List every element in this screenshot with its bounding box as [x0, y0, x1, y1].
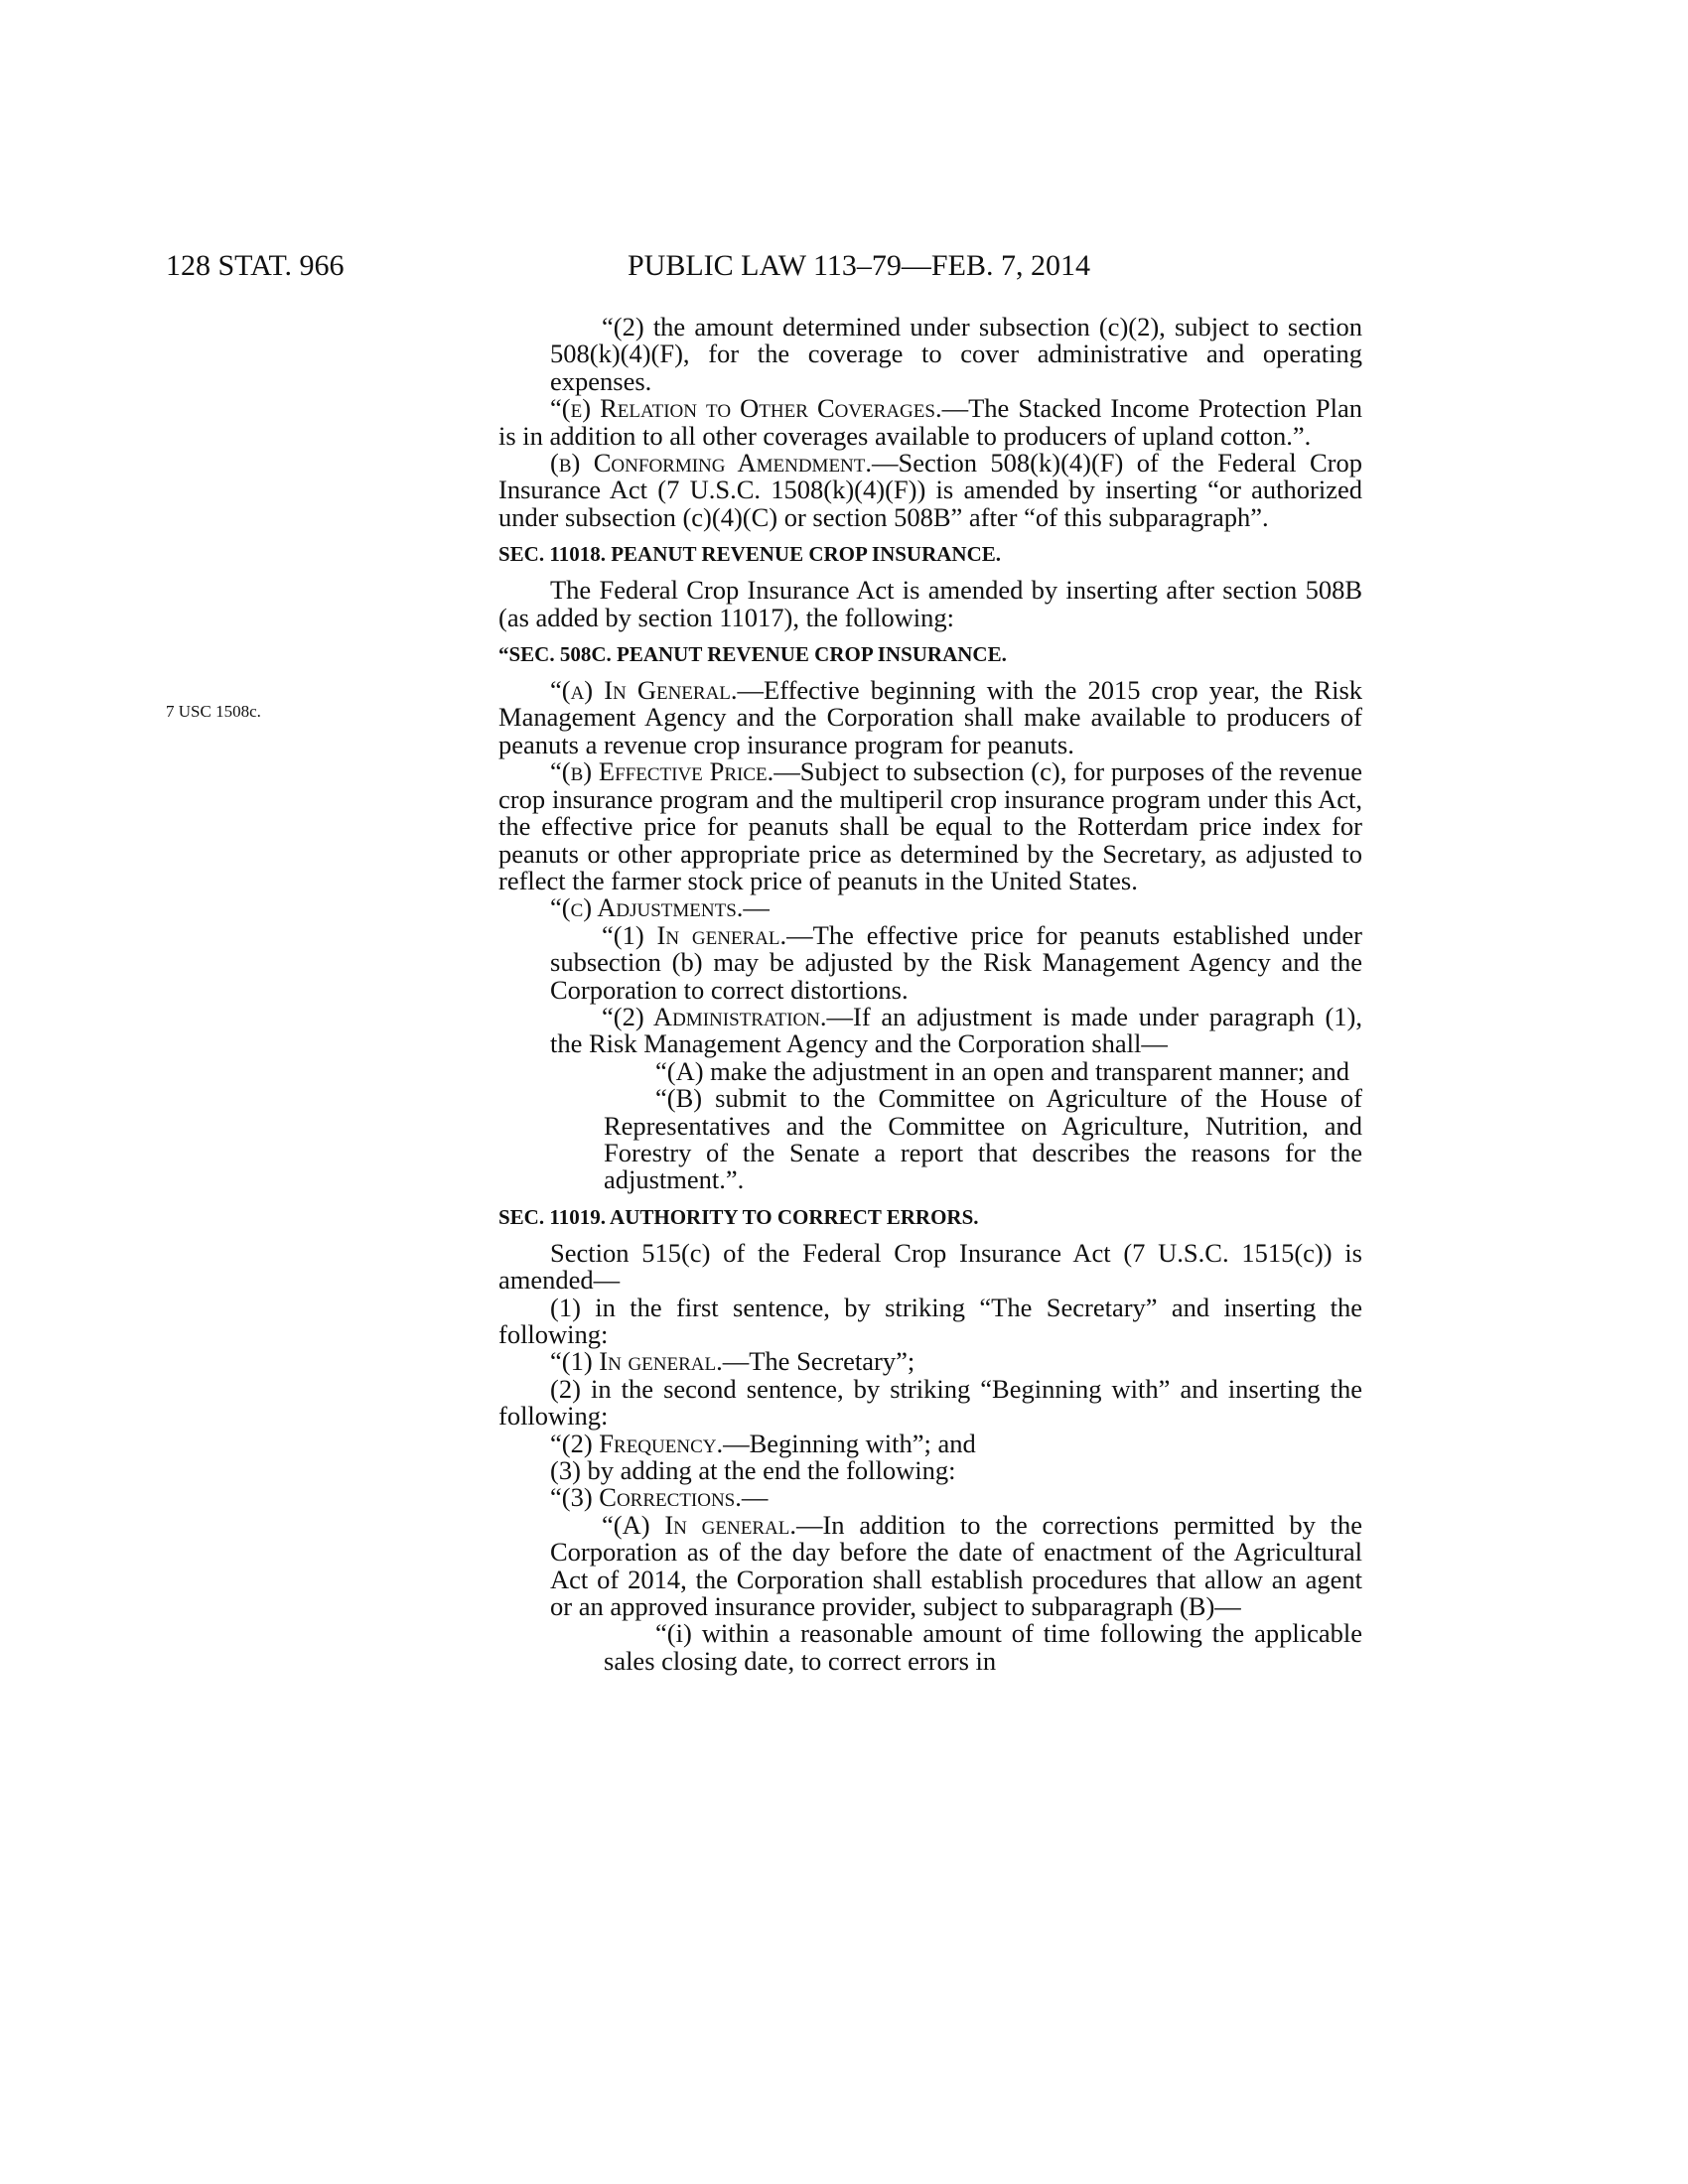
paragraph	[498, 1484, 1362, 1511]
paragraph	[498, 677, 1362, 758]
paragraph	[498, 1509, 1363, 1622]
paragraph-text: —The Secretary”;	[722, 1346, 915, 1377]
paragraph	[498, 1001, 1362, 1059]
document-body	[498, 314, 1362, 1675]
paragraph: The Federal Crop Insurance Act is amended by inserting after section 508B (as added by section 11017), the following:	[498, 575, 1362, 632]
paragraph: “(A) make the adjustment in an open and transparent manner; and	[655, 1055, 1350, 1086]
paragraph-text: —Effective beginning with the 2015 crop year, the Risk Management Agency and the Corporation shall make available to producers of peanuts a revenue crop insurance program for peanuts.	[498, 675, 1363, 759]
subsection-heading: “(2) Administration.	[602, 1001, 827, 1031]
paragraph-text: —The Stacked Income Protection Plan is in addition to all other coverages available to producers of upland cotton.”.	[498, 393, 1362, 451]
paragraph	[498, 894, 1362, 921]
subsection-heading: “(1) In general.	[550, 1346, 723, 1377]
margin-note-usc: 7 USC 1508c.	[166, 702, 261, 721]
subsection-heading: “(2) Frequency.	[550, 1428, 724, 1458]
subsection-heading: “(b) Effective Price.	[550, 756, 774, 787]
paragraph-text: —The effective price for peanuts established under subsection (b) may be adjusted by the Risk Management Agency and the Corporation to correct distortions.	[550, 919, 1362, 1005]
paragraph-text: —Subject to subsection (c), for purposes of the revenue crop insurance program and the multiperil crop insurance program under this Act, the effective price for peanuts shall be equal to the Rotterdam price index for peanuts or other appropriate price as determined by the Secretary, as adjusted to reflect the farmer stock price of peanuts in the United States.	[498, 756, 1362, 895]
paragraph-text: —	[743, 892, 770, 923]
subsection-heading: “(1) In general.	[602, 919, 787, 950]
section-heading: SEC. 11019. AUTHORITY TO CORRECT ERRORS.	[498, 1204, 979, 1229]
paragraph: “(2) the amount determined under subsection (c)(2), subject to section 508(k)(4)(F), for the coverage to cover administrative and operating expenses.	[550, 312, 1362, 396]
section-heading: “SEC. 508C. PEANUT REVENUE CROP INSURANCE.	[498, 642, 1007, 667]
paragraph: “(B) submit to the Committee on Agriculture of the House of Representatives and the Committee on Agriculture, Nutrition, and Forestry of the Senate a report that describes the reasons for the adjustment.”.	[604, 1083, 1362, 1195]
paragraph: “(i) within a reasonable amount of time following the applicable sales closing date, to correct errors in	[604, 1618, 1362, 1676]
subsection-heading: “(3) Corrections.	[550, 1482, 742, 1513]
paragraph-text: —Section 508(k)(4)(F) of the Federal Crop Insurance Act (7 U.S.C. 1508(k)(4)(F)) is amended by inserting “or authorized under subsection (c)(4)(C) or section 508B” after “of this subparagraph”.	[498, 448, 1362, 532]
paragraph-text: —In addition to the corrections permitted by the Corporation as of the day before the date of enactment of the Agricultural Act of 2014, the Corporation shall establish procedures that allow an agent or an approved insurance provider, subject to subparagraph (B)—	[550, 1509, 1363, 1622]
paragraph: Section 515(c) of the Federal Crop Insurance Act (7 U.S.C. 1515(c)) is amended—	[498, 1237, 1362, 1296]
section-heading: SEC. 11018. PEANUT REVENUE CROP INSURANCE.	[498, 542, 1002, 567]
paragraph: (1) in the first sentence, by striking “The Secretary” and inserting the following:	[498, 1292, 1362, 1349]
paragraph: (3) by adding at the end the following:	[550, 1455, 956, 1486]
subsection-heading: (b) Conforming Amendment.	[550, 448, 872, 478]
page-running-title: PUBLIC LAW 113–79—FEB. 7, 2014	[628, 249, 1090, 282]
paragraph	[498, 395, 1362, 450]
paragraph	[498, 1348, 1362, 1375]
subsection-heading: “(e) Relation to Other Coverages.	[550, 393, 942, 424]
paragraph	[498, 1428, 1362, 1458]
paragraph-text: —Beginning with”; and	[723, 1428, 976, 1458]
subsection-heading: “(A) In general.	[602, 1509, 796, 1540]
paragraph	[498, 919, 1362, 1005]
paragraph-text: —If an adjustment is made under paragraph (1), the Risk Management Agency and the Corporation shall—	[550, 1001, 1362, 1059]
paragraph-text: —	[741, 1482, 769, 1513]
paragraph	[498, 758, 1362, 894]
paragraph: (2) in the second sentence, by striking “Beginning with” and inserting the following:	[498, 1373, 1362, 1432]
subsection-heading: “(c) Adjustments.	[550, 892, 744, 923]
subsection-heading: “(a) In General.	[550, 675, 738, 706]
paragraph	[498, 450, 1362, 531]
page-stat-citation: 128 STAT. 966	[166, 249, 345, 282]
